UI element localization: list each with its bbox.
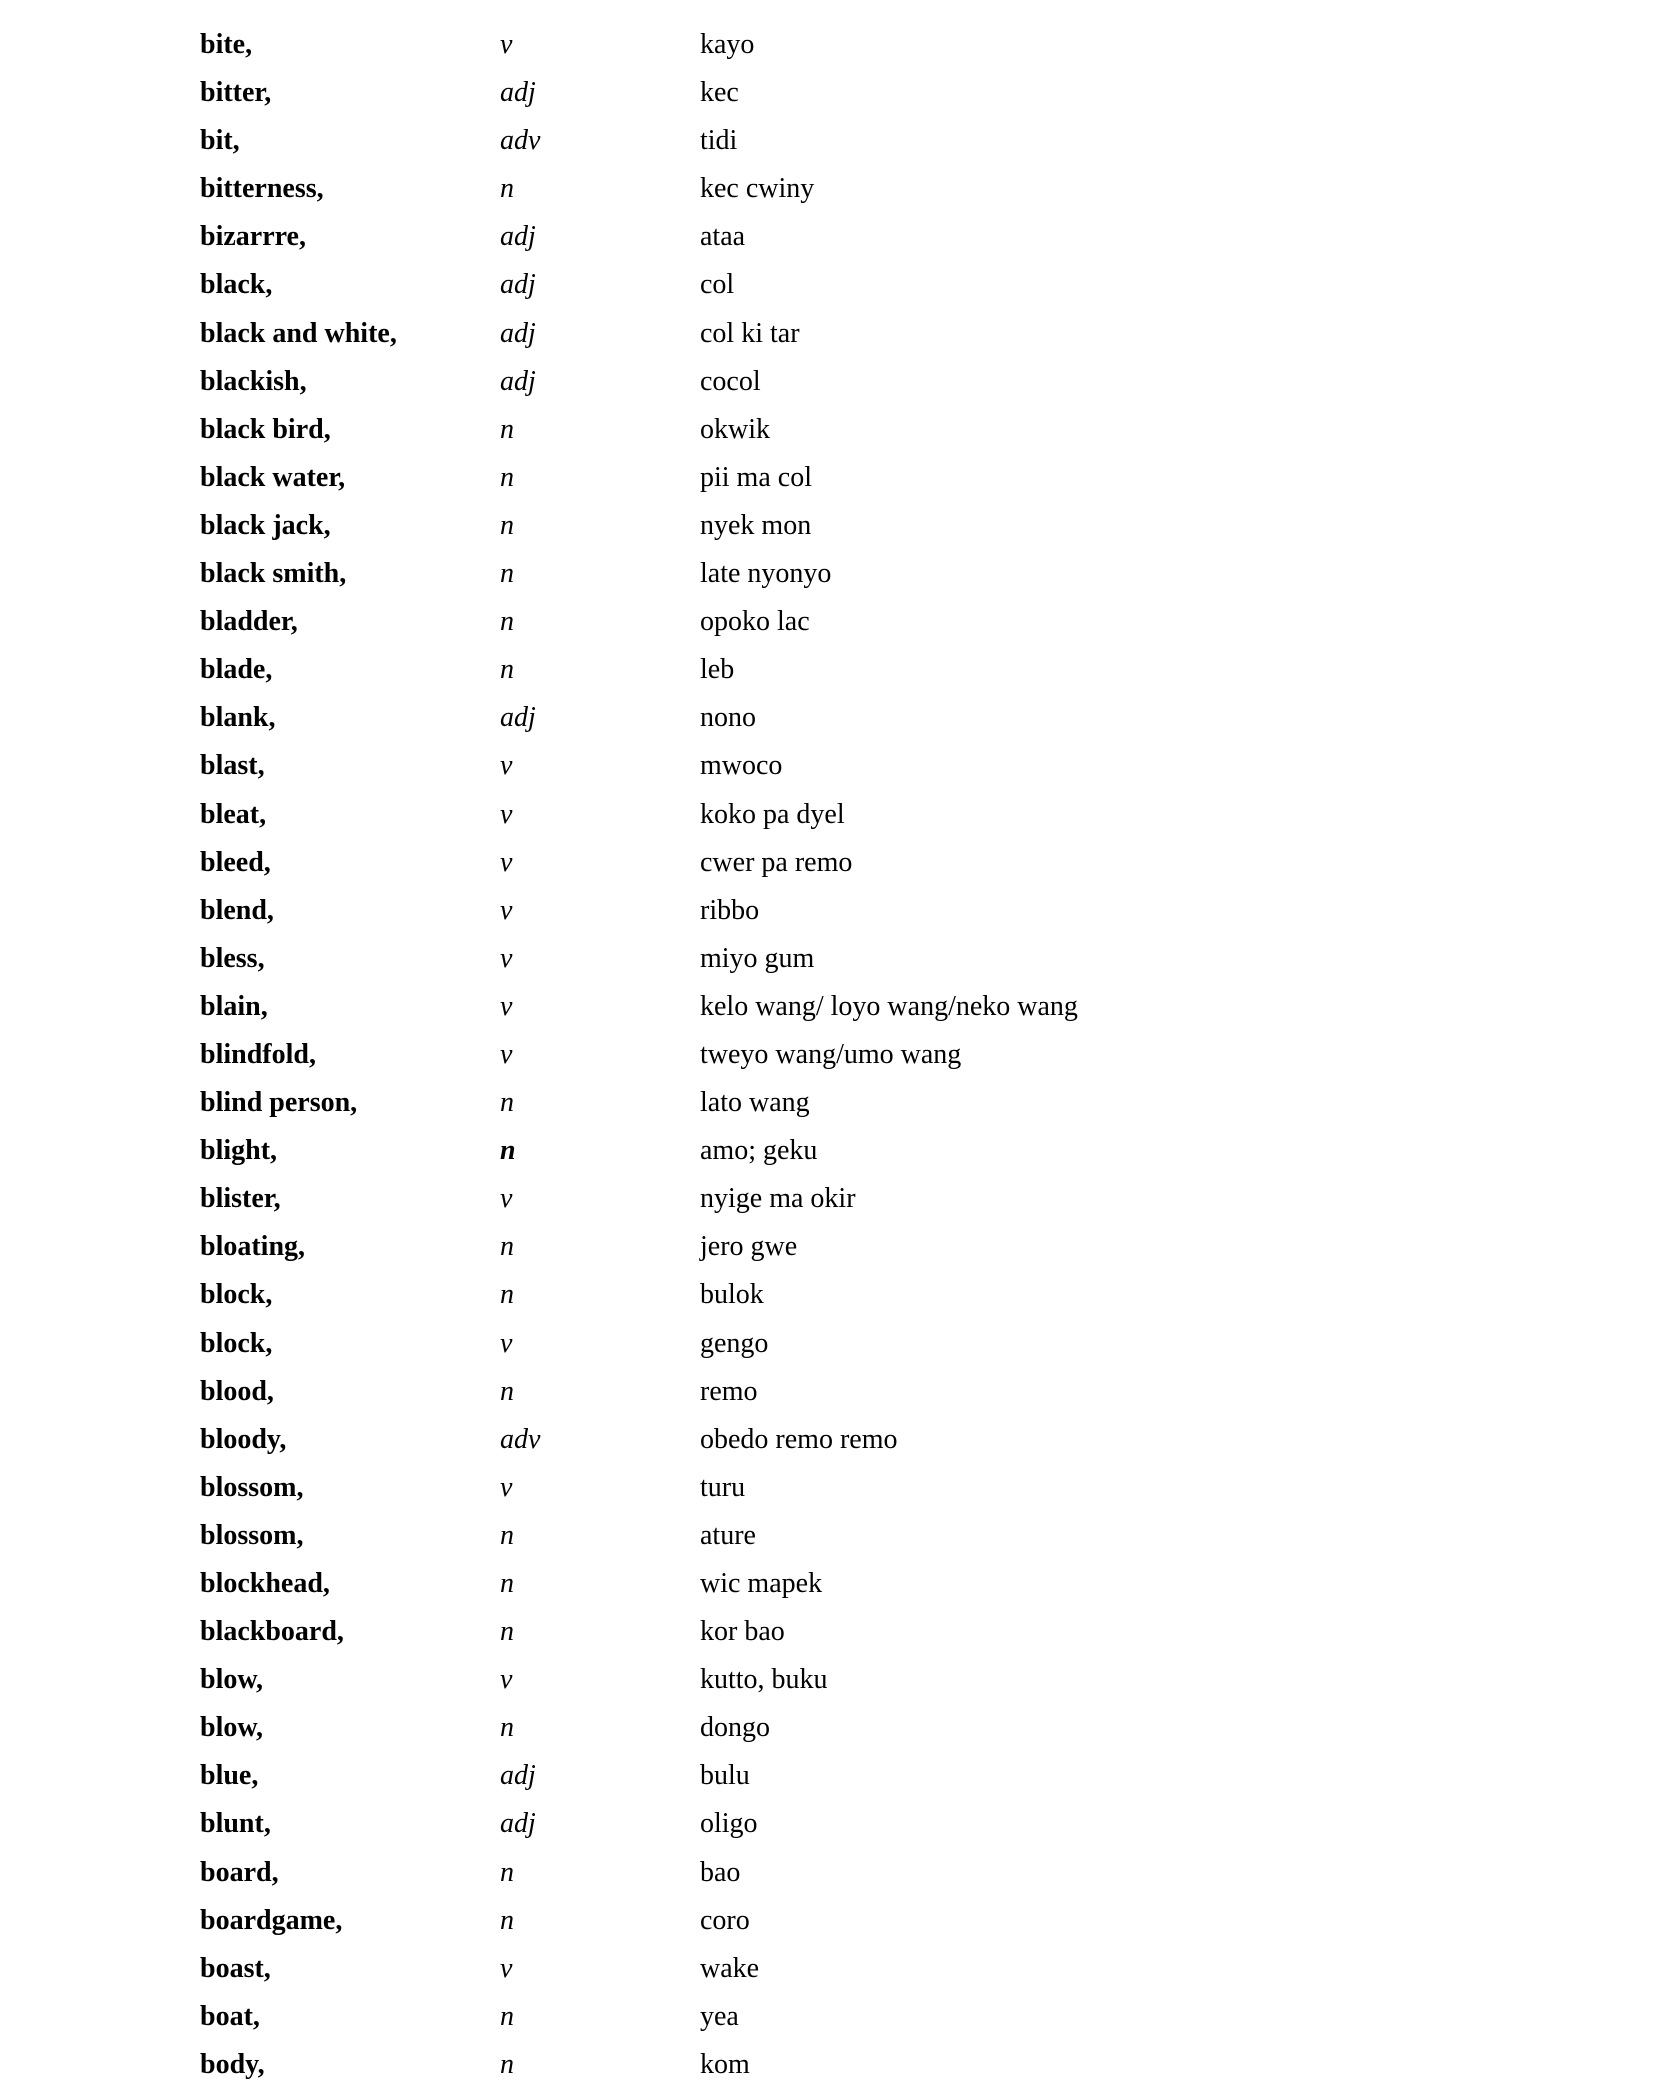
- entry-term: body,: [200, 2048, 265, 2080]
- entry-part-of-speech: n: [500, 509, 514, 541]
- entry-part-of-speech: adj: [500, 1760, 536, 1792]
- dictionary-entry: [0, 1082, 1654, 1130]
- entry-translation: kutto, buku: [700, 1664, 828, 1696]
- entry-translation: oligo: [700, 1808, 758, 1840]
- entry-translation: ribbo: [700, 894, 760, 926]
- dictionary-entry: [0, 1803, 1654, 1851]
- entry-part-of-speech: adj: [500, 269, 536, 301]
- entry-term: block,: [200, 1327, 273, 1359]
- entry-part-of-speech: n: [500, 1856, 514, 1888]
- dictionary-entry: [0, 986, 1654, 1034]
- entry-translation: kayo: [700, 29, 755, 60]
- entry-translation: remo: [700, 1375, 758, 1407]
- dictionary-entry: [0, 1274, 1654, 1322]
- entry-term: blossom,: [200, 1519, 304, 1551]
- entry-part-of-speech: adj: [500, 1808, 536, 1840]
- dictionary-entry-list: [0, 24, 1654, 2092]
- entry-translation: leb: [700, 654, 735, 686]
- dictionary-entry: [0, 1611, 1654, 1659]
- entry-part-of-speech: v: [500, 894, 513, 926]
- dictionary-entry: [0, 1515, 1654, 1563]
- entry-translation: kelo wang/ loyo wang/neko wang: [700, 990, 1078, 1022]
- entry-translation: bulu: [700, 1760, 750, 1792]
- entry-translation: bulok: [700, 1279, 764, 1311]
- dictionary-entry: [0, 890, 1654, 938]
- entry-part-of-speech: adj: [500, 221, 536, 253]
- entry-term: blain,: [200, 990, 268, 1022]
- entry-translation: jero gwe: [700, 1231, 798, 1263]
- dictionary-entry: [0, 1178, 1654, 1226]
- entry-term: blackboard,: [200, 1616, 344, 1648]
- dictionary-entry: [0, 1130, 1654, 1178]
- dictionary-entry: [0, 72, 1654, 120]
- dictionary-entry: [0, 168, 1654, 216]
- entry-term: blow,: [200, 1664, 264, 1696]
- entry-term: block,: [200, 1279, 273, 1311]
- dictionary-entry: [0, 1707, 1654, 1755]
- entry-translation: dongo: [700, 1712, 770, 1744]
- dictionary-entry: [0, 745, 1654, 793]
- entry-translation: nono: [700, 702, 756, 734]
- entry-term: blue,: [200, 1760, 259, 1792]
- dictionary-entry: [0, 601, 1654, 649]
- entry-translation: nyige ma okir: [700, 1183, 856, 1215]
- entry-term: blunt,: [200, 1808, 271, 1840]
- entry-term: black water,: [200, 461, 346, 493]
- entry-part-of-speech: n: [500, 173, 514, 205]
- dictionary-entry: [0, 1755, 1654, 1803]
- entry-translation: mwoco: [700, 750, 783, 782]
- entry-translation: miyo gum: [700, 942, 815, 974]
- entry-translation: coro: [700, 1904, 750, 1936]
- dictionary-entry: [0, 1323, 1654, 1371]
- entry-translation: opoko lac: [700, 606, 810, 638]
- entry-term: bleed,: [200, 846, 271, 878]
- entry-term: blockhead,: [200, 1568, 330, 1599]
- dictionary-entry: [0, 1419, 1654, 1467]
- entry-term: bloating,: [200, 1231, 306, 1263]
- entry-translation: late nyonyo: [700, 558, 832, 590]
- entry-part-of-speech: v: [500, 846, 513, 878]
- entry-term: blend,: [200, 894, 274, 926]
- entry-part-of-speech: n: [500, 654, 514, 686]
- dictionary-entry: [0, 649, 1654, 697]
- entry-part-of-speech: v: [500, 1183, 513, 1215]
- entry-term: black jack,: [200, 509, 331, 541]
- entry-term: board,: [200, 1856, 279, 1888]
- entry-part-of-speech: n: [500, 1375, 514, 1407]
- entry-translation: gengo: [700, 1327, 769, 1359]
- entry-term: blast,: [200, 750, 265, 782]
- entry-term: blow,: [200, 1712, 264, 1744]
- entry-part-of-speech: n: [500, 2000, 514, 2032]
- entry-term: blood,: [200, 1375, 274, 1407]
- entry-term: blight,: [200, 1135, 278, 1167]
- dictionary-entry: [0, 313, 1654, 361]
- entry-term: black and white,: [200, 317, 397, 349]
- entry-part-of-speech: v: [500, 990, 513, 1022]
- dictionary-entry: [0, 842, 1654, 890]
- entry-term: black bird,: [200, 413, 331, 445]
- dictionary-entry: [0, 1900, 1654, 1948]
- dictionary-entry: [0, 553, 1654, 601]
- entry-part-of-speech: adj: [500, 77, 536, 109]
- entry-term: bless,: [200, 942, 265, 974]
- entry-term: bizarrre,: [200, 221, 306, 253]
- dictionary-entry: [0, 1226, 1654, 1274]
- entry-part-of-speech: v: [500, 1952, 513, 1984]
- entry-term: blossom,: [200, 1471, 304, 1503]
- entry-part-of-speech: n: [500, 1519, 514, 1551]
- dictionary-entry: [0, 457, 1654, 505]
- entry-translation: wic mapek: [700, 1568, 823, 1599]
- entry-translation: turu: [700, 1471, 746, 1503]
- entry-translation: kec: [700, 77, 739, 109]
- entry-translation: tweyo wang/umo wang: [700, 1038, 962, 1070]
- entry-translation: okwik: [700, 413, 770, 445]
- entry-part-of-speech: n: [500, 1087, 514, 1119]
- entry-translation: kom: [700, 2048, 750, 2080]
- entry-translation: tidi: [700, 125, 738, 157]
- dictionary-entry: [0, 361, 1654, 409]
- dictionary-entry: [0, 24, 1654, 72]
- entry-translation: lato wang: [700, 1087, 810, 1119]
- entry-translation: kor bao: [700, 1616, 785, 1648]
- dictionary-entry: [0, 1996, 1654, 2044]
- entry-part-of-speech: n: [500, 1135, 516, 1167]
- entry-part-of-speech: n: [500, 461, 514, 493]
- entry-term: black,: [200, 269, 273, 301]
- entry-translation: nyek mon: [700, 509, 812, 541]
- entry-term: bladder,: [200, 606, 298, 638]
- entry-term: bleat,: [200, 798, 267, 830]
- entry-part-of-speech: adv: [500, 1423, 541, 1455]
- dictionary-entry: [0, 794, 1654, 842]
- entry-part-of-speech: v: [500, 1664, 513, 1696]
- dictionary-entry: [0, 1659, 1654, 1707]
- entry-part-of-speech: n: [500, 413, 514, 445]
- dictionary-entry: [0, 1852, 1654, 1900]
- dictionary-entry: [0, 505, 1654, 553]
- entry-translation: ature: [700, 1519, 756, 1551]
- dictionary-entry: [0, 409, 1654, 457]
- entry-part-of-speech: n: [500, 606, 514, 638]
- entry-part-of-speech: adj: [500, 317, 536, 349]
- entry-part-of-speech: n: [500, 2048, 514, 2080]
- entry-term: blister,: [200, 1183, 281, 1215]
- dictionary-entry: [0, 1467, 1654, 1515]
- dictionary-entry: [0, 120, 1654, 168]
- entry-translation: kec cwiny: [700, 173, 815, 205]
- entry-part-of-speech: v: [500, 1038, 513, 1070]
- entry-term: bitter,: [200, 77, 272, 109]
- dictionary-entry: [0, 2044, 1654, 2092]
- entry-term: blank,: [200, 702, 276, 734]
- entry-part-of-speech: n: [500, 1568, 514, 1599]
- entry-term: bite,: [200, 29, 253, 60]
- dictionary-entry: [0, 1371, 1654, 1419]
- dictionary-entry: [0, 697, 1654, 745]
- entry-term: blade,: [200, 654, 273, 686]
- entry-term: boardgame,: [200, 1904, 343, 1936]
- dictionary-entry: [0, 1034, 1654, 1082]
- entry-part-of-speech: adj: [500, 365, 536, 397]
- entry-term: boast,: [200, 1952, 271, 1984]
- dictionary-entry: [0, 1948, 1654, 1996]
- entry-part-of-speech: n: [500, 1279, 514, 1311]
- entry-translation: obedo remo remo: [700, 1423, 898, 1455]
- entry-part-of-speech: n: [500, 1712, 514, 1744]
- entry-part-of-speech: v: [500, 942, 513, 974]
- entry-translation: pii ma col: [700, 461, 812, 493]
- entry-term: blackish,: [200, 365, 307, 397]
- dictionary-entry: [0, 1563, 1654, 1611]
- entry-term: bloody,: [200, 1423, 287, 1455]
- entry-term: bitterness,: [200, 173, 324, 205]
- entry-translation: col: [700, 269, 735, 301]
- entry-part-of-speech: v: [500, 1471, 513, 1503]
- entry-term: blind person,: [200, 1087, 358, 1119]
- entry-part-of-speech: v: [500, 29, 513, 60]
- entry-translation: koko pa dyel: [700, 798, 845, 830]
- entry-translation: wake: [700, 1952, 760, 1984]
- entry-translation: yea: [700, 2000, 739, 2032]
- dictionary-entry: [0, 216, 1654, 264]
- dictionary-entry: [0, 938, 1654, 986]
- entry-part-of-speech: v: [500, 798, 513, 830]
- entry-term: bit,: [200, 125, 240, 157]
- entry-part-of-speech: v: [500, 750, 513, 782]
- entry-translation: bao: [700, 1856, 741, 1888]
- entry-translation: amo; geku: [700, 1135, 818, 1167]
- entry-term: black smith,: [200, 558, 347, 590]
- dictionary-entry: [0, 264, 1654, 312]
- entry-part-of-speech: n: [500, 1616, 514, 1648]
- entry-part-of-speech: adv: [500, 125, 541, 157]
- entry-part-of-speech: adj: [500, 702, 536, 734]
- entry-part-of-speech: n: [500, 1231, 514, 1263]
- entry-part-of-speech: v: [500, 1327, 513, 1359]
- entry-part-of-speech: n: [500, 1904, 514, 1936]
- entry-translation: cocol: [700, 365, 761, 397]
- entry-term: blindfold,: [200, 1038, 316, 1070]
- entry-translation: cwer pa remo: [700, 846, 853, 878]
- entry-translation: ataa: [700, 221, 746, 253]
- entry-term: boat,: [200, 2000, 260, 2032]
- entry-part-of-speech: n: [500, 558, 514, 590]
- entry-translation: col ki tar: [700, 317, 800, 349]
